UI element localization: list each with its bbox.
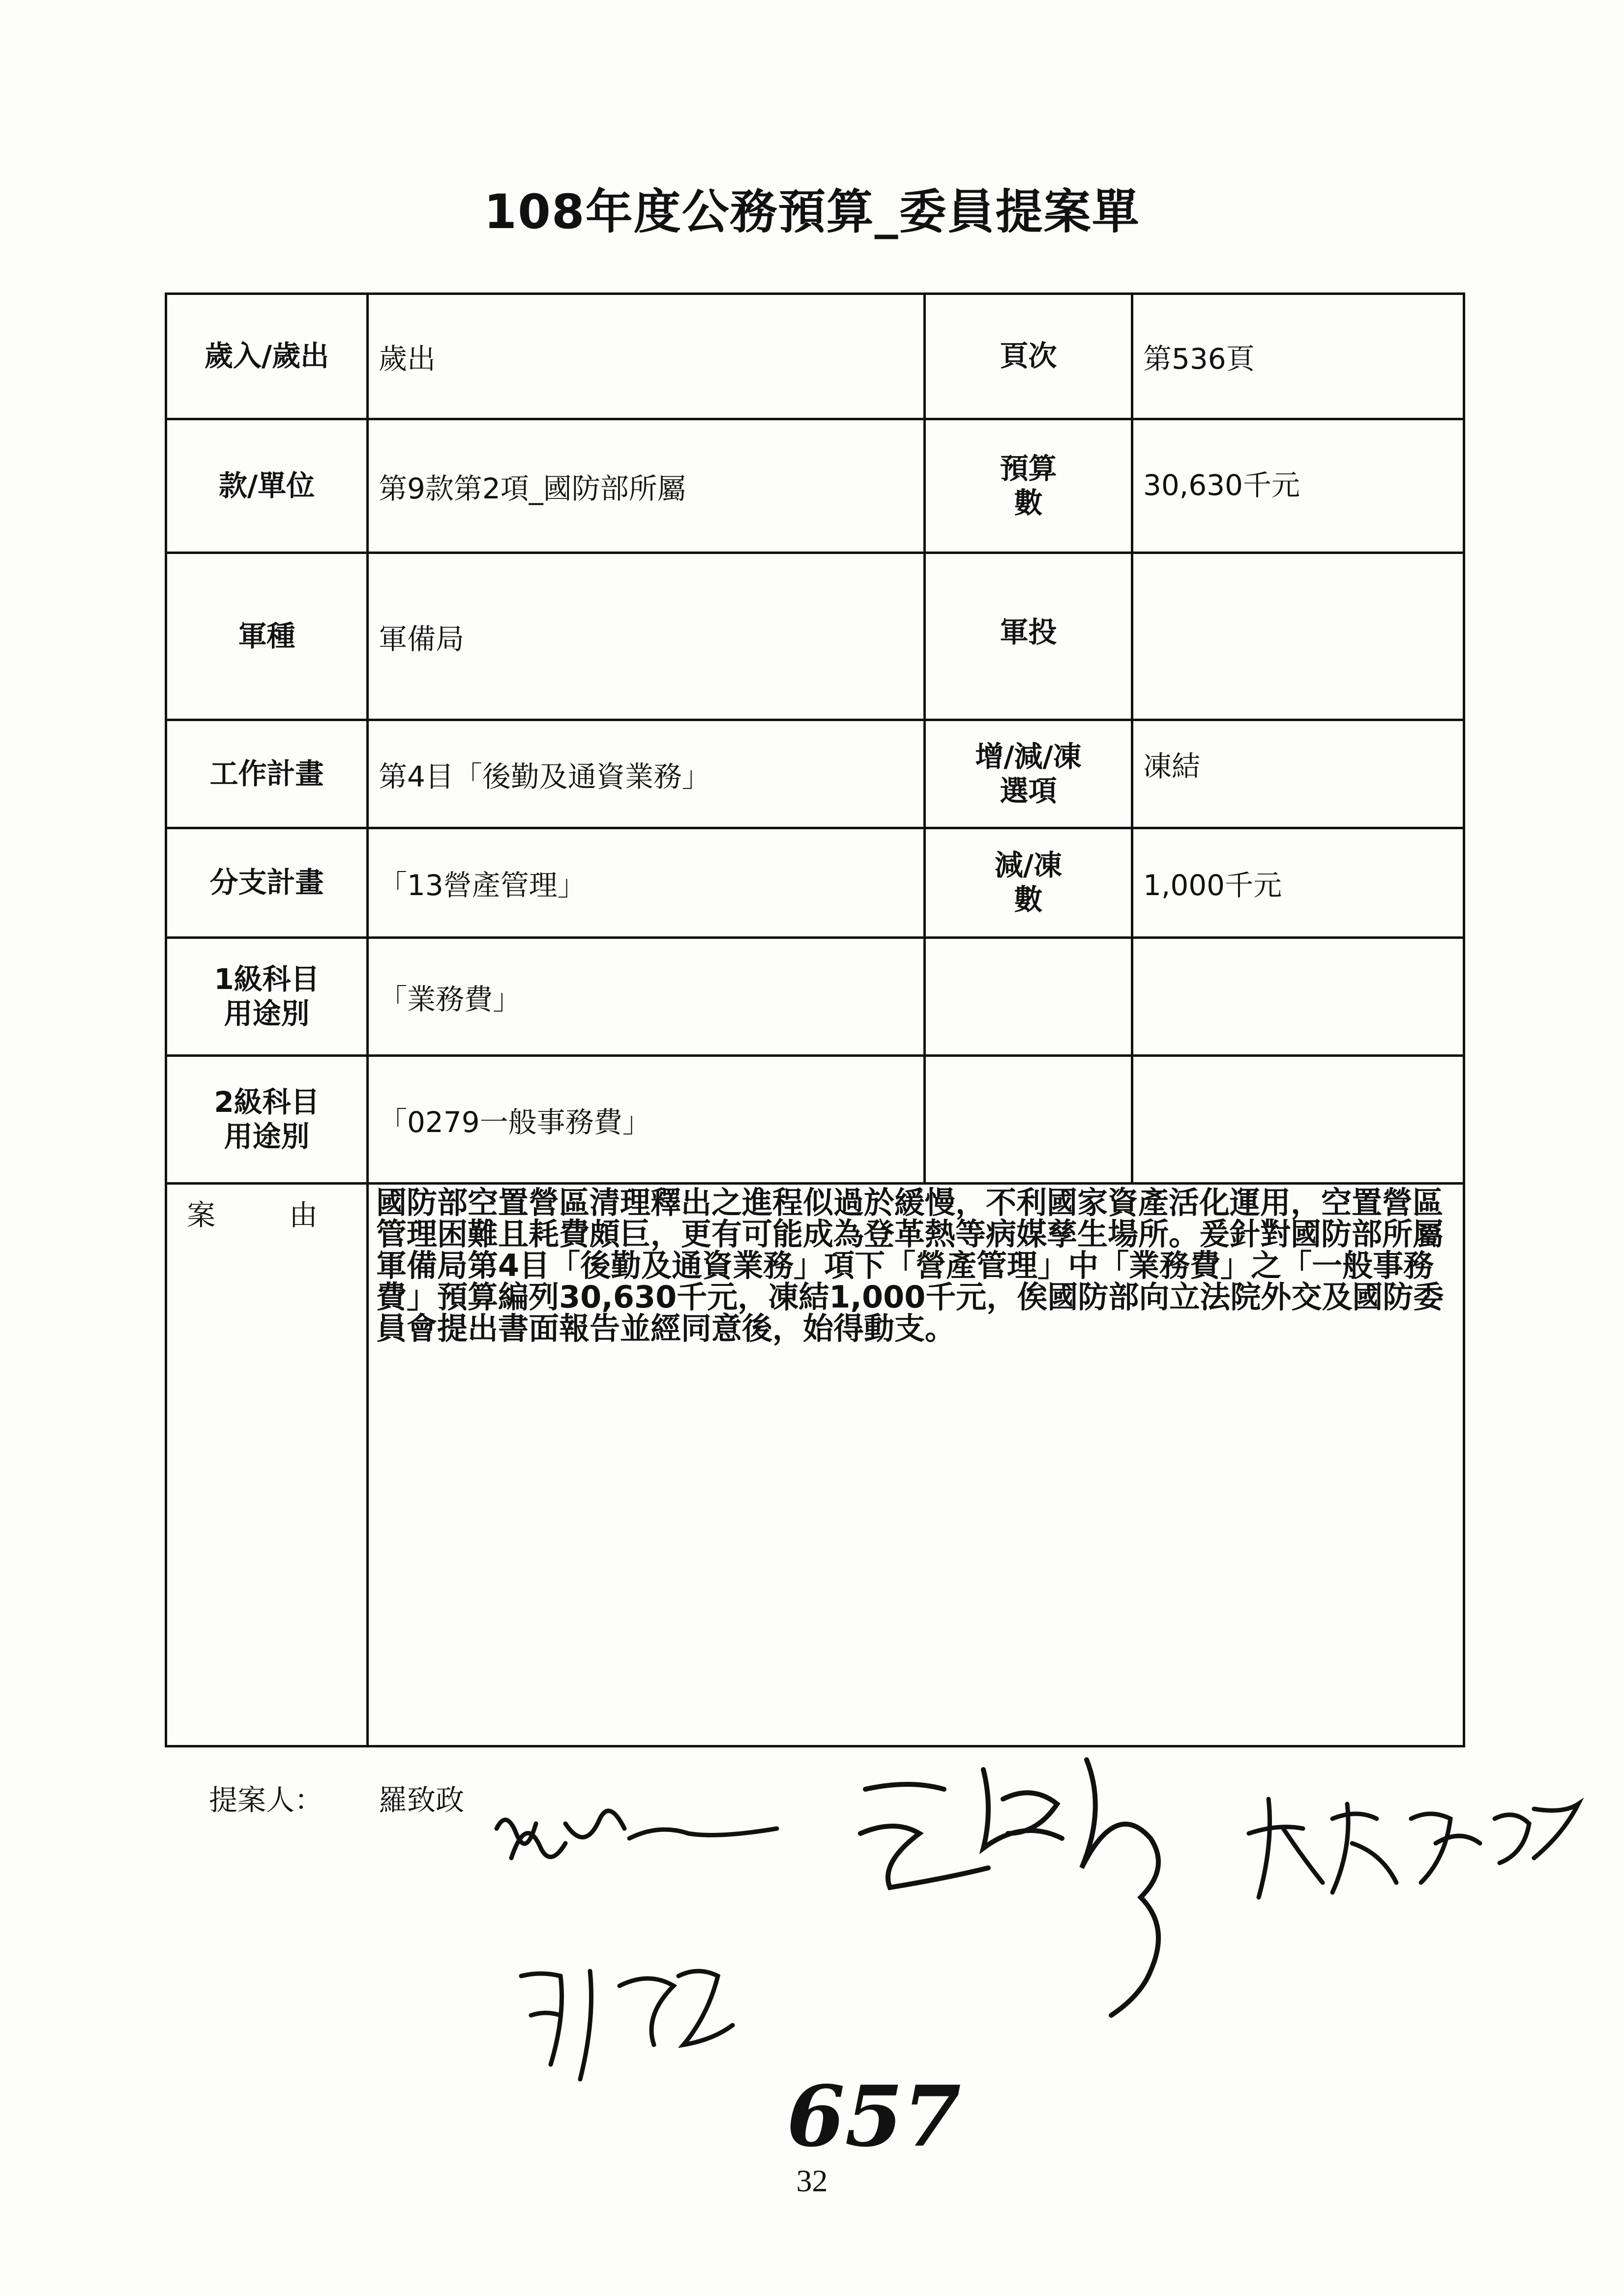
- value-page: 第536頁: [1143, 342, 1255, 376]
- value-military-investment: [1133, 554, 1463, 719]
- label-military-investment: 軍投: [1000, 615, 1057, 649]
- value-section-unit: 第9款第2項_國防部所屬: [379, 471, 686, 505]
- form-title: 108年度公務預算_委員提案單: [484, 184, 1140, 239]
- value-reduce-freeze-amount: 1,000千元: [1143, 869, 1282, 902]
- reason-text: 國防部空置營區清理釋出之進程似過於緩慢，不利國家資產活化運用，空置營區管理困難且耗費頗巨，更有可能成為登革熱等病媒孳生場所。爰針對國防部所屬軍備局第4目「後勤及通資業務」項下「營產管理」中「業務費」之「一般事務費」預算編列30,630千元，凍結1,000千元，俟國防部向立法院外交及國防委員會提出書面報告並經同意後，始得動支。: [376, 1185, 1444, 1346]
- label-service-branch: 軍種: [238, 619, 295, 653]
- stamp-number-text: 657: [787, 2067, 961, 2166]
- label-revenue-expenditure: 歲入/歲出: [204, 339, 329, 373]
- value-revenue-expenditure: 歲出: [379, 342, 436, 376]
- signature-3: [1239, 1789, 1593, 1919]
- value-sub-plan: 「13營產管理」: [379, 869, 586, 902]
- table-border-right: [1463, 292, 1465, 1747]
- page-number: 32: [796, 2163, 828, 2198]
- value-row7-empty: [1133, 1057, 1463, 1182]
- label-page: 頁次: [1000, 339, 1057, 373]
- label-level2-subject: 2級科目 用途別: [214, 1085, 320, 1153]
- signature-1: [482, 1770, 797, 1899]
- proposer-name: 羅致政: [379, 1783, 465, 1817]
- label-work-plan: 工作計畫: [209, 756, 324, 790]
- value-row6-empty: [1133, 939, 1463, 1054]
- reason-label-char-1: 案: [187, 1198, 216, 1232]
- value-budget-amount: 30,630千元: [1143, 468, 1300, 502]
- value-service-branch: 軍備局: [379, 622, 465, 656]
- value-work-plan: 第4目「後勤及通資業務」: [379, 759, 710, 793]
- label-row7-empty: [926, 1057, 1131, 1182]
- value-adjustment-option: 凍結: [1143, 750, 1201, 783]
- value-level2-subject: 「0279一般事務費」: [379, 1105, 651, 1139]
- label-section-unit: 款/單位: [218, 468, 315, 502]
- label-adjustment-option: 增/減/凍 選項: [975, 739, 1082, 808]
- label-level1-subject: 1級科目 用途別: [214, 962, 320, 1030]
- label-reduce-freeze-amount: 減/凍 數: [994, 848, 1063, 916]
- label-sub-plan: 分支計畫: [209, 866, 324, 900]
- label-budget-amount: 預算 數: [1000, 451, 1057, 520]
- proposer-label: 提案人：: [209, 1783, 324, 1817]
- value-level1-subject: 「業務費」: [379, 982, 522, 1016]
- handwritten-page-stamp: [782, 2067, 961, 2172]
- label-row6-empty: [926, 939, 1131, 1054]
- reason-label: [187, 1192, 318, 1233]
- signature-4: [511, 1956, 757, 2096]
- signature-2: [856, 1750, 1210, 2007]
- table-border-bottom: [165, 1745, 1465, 1747]
- reason-label-char-2: 由: [289, 1198, 318, 1232]
